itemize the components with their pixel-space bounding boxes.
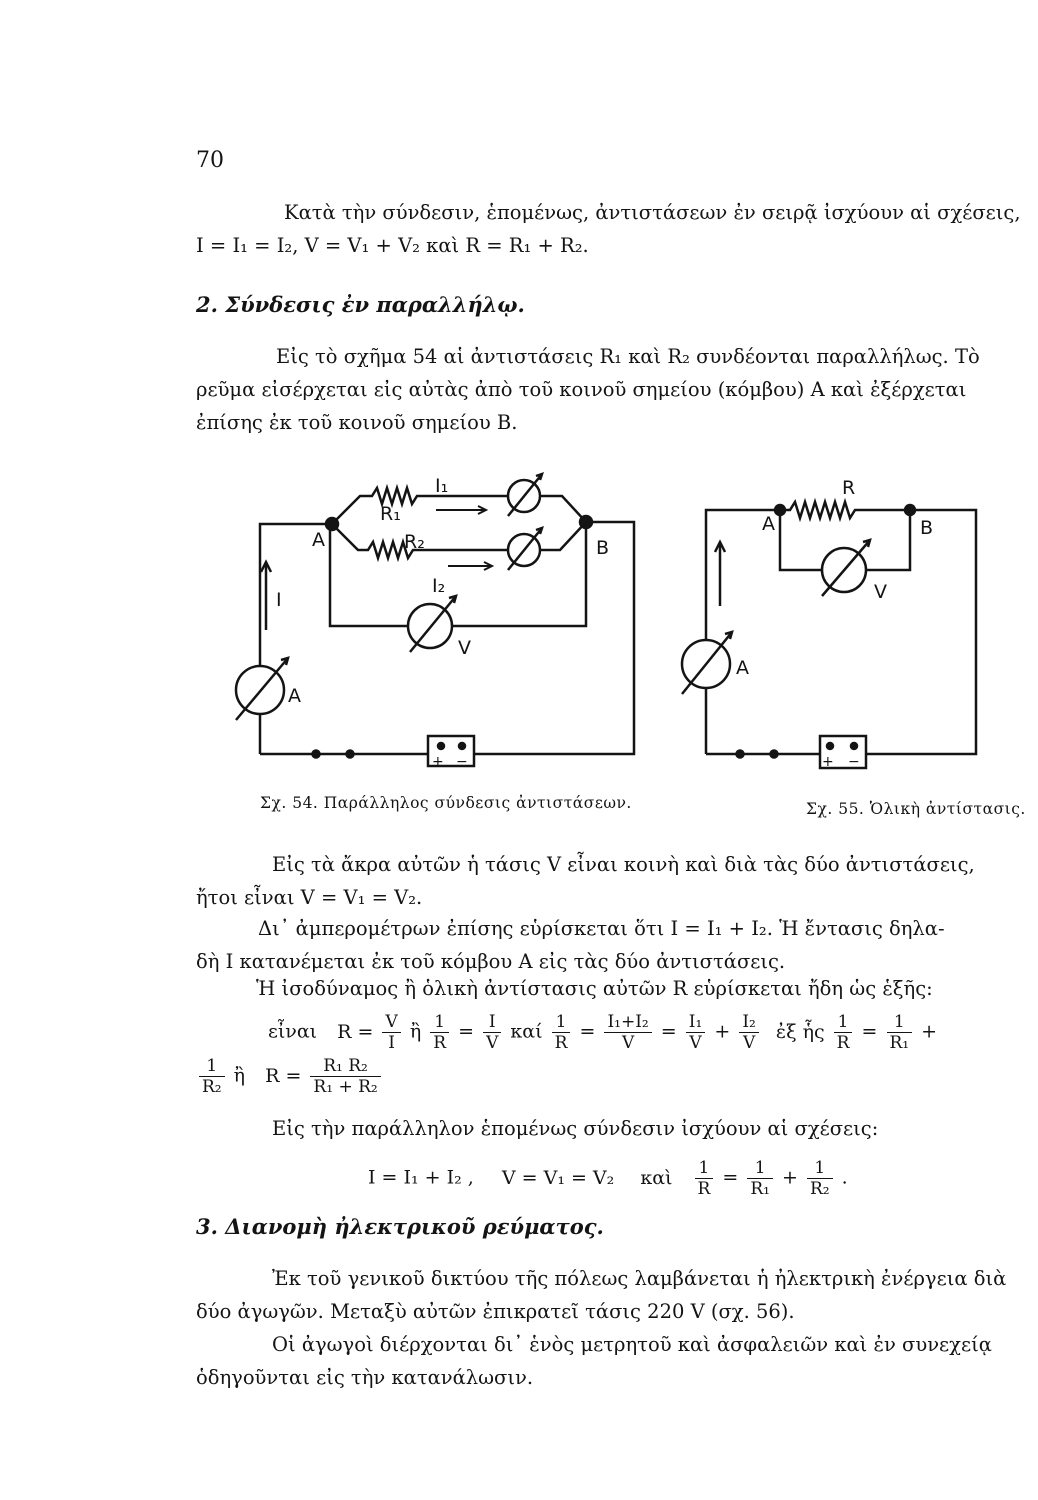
fig55-terminal-dot-2 [771, 751, 778, 758]
summary-relations [368, 1158, 848, 1199]
r1-branch-right [540, 496, 586, 522]
derivation-line-2 [196, 1056, 384, 1097]
label-i1: I₁ [435, 475, 449, 497]
voltmeter-left-wire [330, 530, 408, 626]
current-line-1: Δι᾿ ἀμπερομέτρων ἐπίσης εὑρίσκεται ὅτι I = I₁ + I₂. Ἡ ἔντασις δηλα- [258, 917, 945, 940]
fraction-1-over-r-3: $\frac{1}{R}$ [834, 1012, 853, 1053]
label-voltmeter-v: V [458, 637, 471, 659]
derivation-eq-1: = [458, 1020, 475, 1043]
resistor-r1 [332, 488, 508, 524]
distribution-line-2: δύο ἀγωγῶν. Μεταξὺ αὐτῶν ἐπικρατεῖ τάσις 220 V (σχ. 56). [196, 1300, 795, 1323]
voltage-line-1: Εἰς τὰ ἄκρα αὐτῶν ἡ τάσις V εἶναι κοινὴ καὶ διὰ τὰς δύο ἀντιστάσεις, [272, 853, 975, 876]
equivalent-line-1: Ἡ ἰσοδύναμος ἢ ὁλικὴ ἀντίστασις αὐτῶν R εὑρίσκεται ἤδη ὡς ἑξῆς: [256, 977, 933, 1000]
fig55-battery-minus-terminal [851, 743, 857, 749]
series-line-2: I = I₁ = I₂, V = V₁ + V₂ καὶ R = R₁ + R₂. [196, 234, 589, 257]
figure-54-caption: Σχ. 54. Παράλληλος σύνδεσις ἀντιστάσεων. [260, 794, 632, 812]
series-line-1: Κατὰ τὴν σύνδεσιν, ἑπομένως, ἀντιστάσεων ἐν σειρᾷ ἰσχύουν αἱ σχέσεις, [284, 201, 1021, 224]
derivation-einai: εἶναι [268, 1020, 318, 1043]
label-i2: I₂ [432, 575, 446, 597]
derivation-eq-4: = [861, 1020, 878, 1043]
fig55-label-b: B [920, 517, 934, 539]
fraction-1-over-r2: $\frac{1}{\text{R₂}}$ [199, 1056, 225, 1097]
derivation-line-1 [268, 1012, 937, 1053]
derivation-or: ἢ [409, 1020, 422, 1043]
fraction-summary-1-over-r: $\frac{1}{R}$ [695, 1158, 714, 1199]
fraction-summary-1-over-r2: $\frac{1}{\text{R₂}}$ [807, 1158, 833, 1199]
battery-minus-terminal [459, 743, 465, 749]
derivation-kai: καί [510, 1020, 543, 1043]
fig55-label-v: V [874, 581, 887, 603]
label-ammeter-a: A [288, 685, 301, 707]
figure-55-caption: Σχ. 55. Ὁλικὴ ἀντίστασις. [806, 800, 1026, 818]
relation-dot: . [841, 1166, 848, 1189]
fraction-v-over-i: $\frac{V}{I}$ [382, 1012, 400, 1053]
series-paragraph [196, 196, 1021, 262]
fraction-1-over-r1: $\frac{1}{\text{R₁}}$ [887, 1012, 913, 1053]
derivation-or-2: ἢ [233, 1064, 246, 1087]
derivation-eq-2: = [579, 1020, 596, 1043]
figure-54-parallel-circuit [220, 470, 660, 790]
fig54-right-wire [474, 522, 634, 754]
voltage-paragraph [196, 848, 1018, 914]
label-plus: + [432, 754, 444, 770]
relation-kai: καὶ [640, 1166, 673, 1189]
fig54-terminal-dot-2 [347, 751, 354, 758]
current-paragraph [196, 912, 1018, 978]
label-minus: − [456, 754, 468, 770]
derivation-r-eq-2: R = [265, 1064, 302, 1087]
section-3-heading: 3. Διανομὴ ἠλεκτρικοῦ ρεύματος. [196, 1214, 604, 1239]
label-node-a: A [312, 529, 325, 551]
battery-plus-terminal [438, 743, 444, 749]
page-number: 70 [196, 148, 224, 173]
fig55-terminal-dot-1 [737, 751, 744, 758]
derivation-ex-hs: ἐξ ἧς [775, 1020, 825, 1043]
r2-branch-right [540, 522, 586, 550]
fraction-i1pi2-over-v: $\frac{\text{I₁+I₂}}{V}$ [604, 1012, 651, 1053]
fig55-voltmeter-right-wire [866, 510, 910, 570]
fraction-r1r2-over-r1pr2: $\frac{\text{R₁ R₂}}{\text{R₁ + R₂}}$ [310, 1056, 380, 1097]
distribution-line-1: Ἐκ τοῦ γενικοῦ δικτύου τῆς πόλεως λαμβάνεται ἡ ἠλεκτρικὴ ἐνέργεια διὰ [272, 1267, 1007, 1290]
derivation-r-eq: R = [337, 1020, 374, 1043]
derivation-plus-2: + [921, 1020, 938, 1043]
parallel-paragraph [196, 1112, 1018, 1145]
figure-55-total-resistance [670, 470, 990, 790]
derivation-eq-3: = [660, 1020, 677, 1043]
fig55-label-r: R [842, 477, 856, 499]
fig55-label-plus: + [822, 754, 834, 770]
relation-eq: = [722, 1166, 739, 1189]
fraction-1-over-r: $\frac{1}{R}$ [430, 1012, 449, 1053]
fraction-summary-1-over-r1: $\frac{1}{\text{R₁}}$ [747, 1158, 773, 1199]
relation-voltage: V = V₁ = V₂ [501, 1166, 615, 1189]
relation-plus: + [782, 1166, 798, 1189]
label-current-i: I [276, 589, 282, 611]
intro-paragraph [196, 340, 1018, 439]
fig54-left-wire [260, 524, 332, 754]
derivation-plus-1: + [714, 1020, 731, 1043]
section-2-heading: 2. Σύνδεσις ἐν παραλλήλῳ. [196, 292, 525, 317]
label-r1: R₁ [380, 503, 401, 525]
fig55-label-ammeter: A [736, 657, 749, 679]
fig55-label-minus: − [848, 754, 860, 770]
fraction-i1-over-v: $\frac{\text{I₁}}{V}$ [686, 1012, 706, 1053]
fraction-i-over-v: $\frac{I}{V}$ [483, 1012, 501, 1053]
intro-line-1: Εἰς τὸ σχῆμα 54 αἱ ἀντιστάσεις R₁ καὶ R₂ συνδέονται παραλλήλως. Τὸ [276, 345, 980, 368]
distribution-line-4: ὁδηγοῦνται εἰς τὴν κατανάλωσιν. [196, 1366, 534, 1389]
fig55-label-a: A [762, 513, 775, 535]
intro-line-2: ρεῦμα εἰσέρχεται εἰς αὐτὰς ἀπὸ τοῦ κοινοῦ σημείου (κόμβου) Α καὶ ἐξέρχεται [196, 378, 967, 401]
voltage-line-2: ἤτοι εἶναι V = V₁ = V₂. [196, 886, 423, 909]
distribution-paragraph [196, 1262, 1018, 1394]
resistor-r [780, 502, 910, 518]
fig55-voltmeter-left-wire [780, 510, 822, 570]
distribution-line-3: Οἱ ἀγωγοὶ διέρχονται δι᾿ ἑνὸς μετρητοῦ καὶ ἀσφαλειῶν καὶ ἐν συνεχείᾳ [272, 1333, 992, 1356]
fig55-battery-plus-terminal [827, 743, 833, 749]
fraction-i2-over-v: $\frac{\text{I₂}}{V}$ [739, 1012, 759, 1053]
fig55-right-wire [866, 510, 976, 754]
intro-line-3: ἐπίσης ἐκ τοῦ κοινοῦ σημείου Β. [196, 411, 518, 434]
equivalent-paragraph [196, 972, 1018, 1005]
current-line-2: δὴ I κατανέμεται ἐκ τοῦ κόμβου Α εἰς τὰς δύο ἀντιστάσεις. [196, 950, 786, 973]
label-r2: R₂ [404, 531, 425, 553]
relation-current: I = I₁ + I₂ , [368, 1166, 474, 1189]
fraction-1-over-r-2: $\frac{1}{R}$ [552, 1012, 571, 1053]
fig54-terminal-dot-1 [313, 751, 320, 758]
parallel-line-1: Εἰς τὴν παράλληλον ἑπομένως σύνδεσιν ἰσχύουν αἱ σχέσεις: [272, 1117, 879, 1140]
label-node-b: B [596, 537, 610, 559]
